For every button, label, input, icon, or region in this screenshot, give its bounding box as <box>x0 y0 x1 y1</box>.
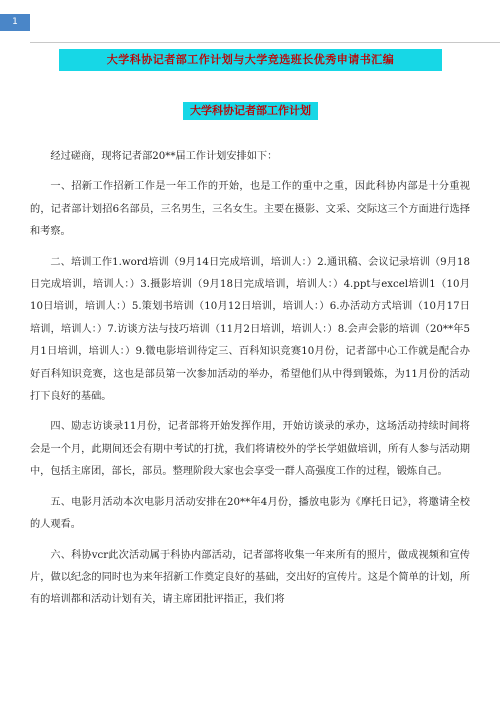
paragraph-movie-month: 五、电影月活动本次电影月活动安排在20**年4月份，播放电影为《摩托日记》，将邀请全校的人观看。 <box>30 496 470 531</box>
page-number-badge: 1 <box>0 14 30 31</box>
paragraph-interview: 四、励志访谈录11月份，记者部将开始发挥作用，开始访谈录的承办，这场活动持续时间将会是一个月，此期间还会有期中考试的打扰，我们将请校外的学长学姐做培训，所有人参与活动期中，包括主席团，部长，部员。整理阶段大家也会享受一群人高强度工作的过程，锻炼自己。 <box>30 421 470 478</box>
document-body <box>30 146 470 620</box>
paragraph-recruitment: 一、招新工作招新工作是一年工作的开始，也是工作的重中之重，因此科协内部是十分重视的，记者部计划招6名部员，三名男生，三名女生。主要在摄影、文采、交际这三个方面进行选择和考察。 <box>30 181 470 238</box>
paragraph-training: 二、培训工作1.word培训（9月14日完成培训，培训人：）2.通讯稿、会议记录培训（9月18日完成培训，培训人：）3.摄影培训（9月18日完成培训，培训人：）4.ppt与excel培训1（10月10日培训，培训人：）5.策划书培训（10月12日培训，培训人：）6.办活动方式培训（10月17日培训，培训人：）7.访谈方法与技巧培训（11月2日培训，培训人：）8.会声会影的培训（20**年5月1日培训，培训人：）9.微电影培训待定三、百科知识竞赛10月份，记者部中心工作就是配合办好百科知识竞赛，这也是部员第一次参加活动的举办，希望他们从中得到锻炼，为11月份的活动打下良好的基础。 <box>30 256 470 403</box>
paragraph-intro: 经过磋商，现将记者部20**届工作计划安排如下： <box>50 151 278 162</box>
document-title: 大学科协记者部工作计划与大学竞选班长优秀申请书汇编 <box>59 49 442 71</box>
section-title: 大学科协记者部工作计划 <box>183 102 318 120</box>
header-divider <box>30 42 500 43</box>
paragraph-vcr: 六、科协vcr此次活动属于科协内部活动，记者部将收集一年来所有的照片，做成视频和宣传片，做以纪念的同时也为来年招新工作奠定良好的基础，交出好的宣传片。这是个简单的计划，所有的培训都和活动计划有关，请主席团批评指正，我们将 <box>30 549 470 606</box>
